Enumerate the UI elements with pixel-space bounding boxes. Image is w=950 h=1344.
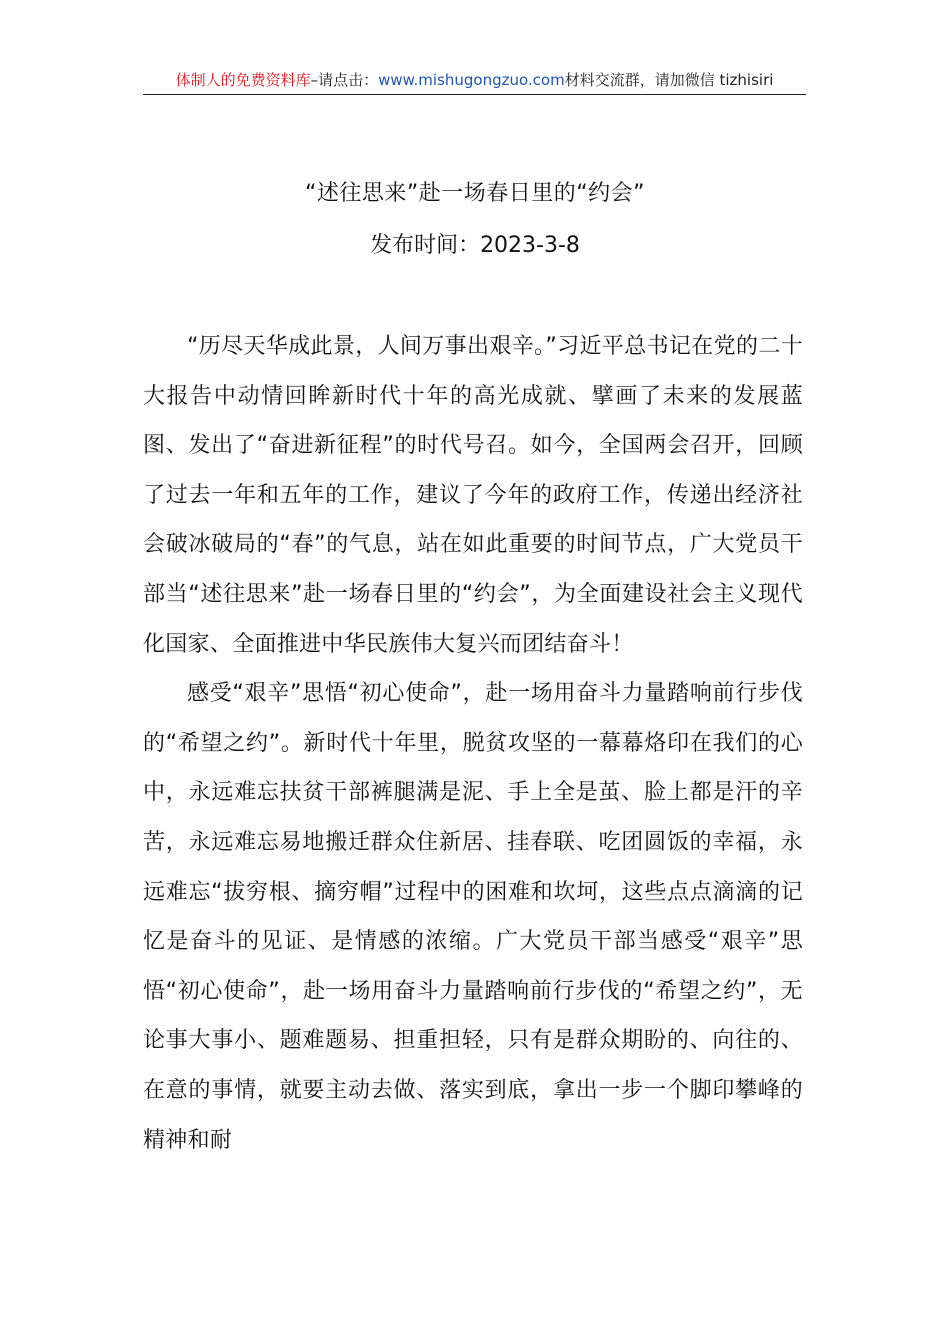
publish-date: 发布时间：2023-3-8: [370, 233, 580, 258]
header-brand: 体制人的免费资料库: [175, 71, 311, 89]
paragraph-1: “历尽天华成此景，人间万事出艰辛。”习近平总书记在党的二十大报告中动情回眸新时代十年的高光成就、擘画了未来的发展蓝图、发出了“奋进新征程”的时代号召。如今，全国两会召开，回顾了过去一年和五年的工作，建议了今年的政府工作，传递出经济社会破冰破局的“春”的气息，站在如此重要的时间节点，广大党员干部当“述往思来”赴一场春日里的“约会”，为全面建设社会主义现代化国家、全面推进中华民族伟大复兴而团结奋斗！: [143, 334, 803, 657]
document-title: “述往思来”赴一场春日里的“约会”: [304, 181, 646, 206]
document-body: [143, 322, 803, 1165]
header-banner: [143, 66, 806, 95]
header-website-link[interactable]: www.mishugongzuo.com: [378, 71, 565, 89]
paragraph-2: 感受“艰辛”思悟“初心使命”，赴一场用奋斗力量踏响前行步伐的“希望之约”。新时代十年里，脱贫攻坚的一幕幕烙印在我们的心中，永远难忘扶贫干部裤腿满是泥、手上全是茧、脸上都是汗的辛苦，永远难忘易地搬迁群众住新居、挂春联、吃团圆饭的幸福，永远难忘“拔穷根、摘穷帽”过程中的困难和坎坷，这些点点滴滴的记忆是奋斗的见证、是情感的浓缩。广大党员干部当感受“艰辛”思悟“初心使命”，赴一场用奋斗力量踏响前行步伐的“希望之约”，无论事大事小、题难题易、担重担轻，只有是群众期盼的、向往的、在意的事情，就要主动去做、落实到底，拿出一步一个脚印攀峰的精神和耐: [143, 681, 803, 1153]
header-prompt: –请点击：: [310, 71, 379, 89]
header-group-info: 材料交流群，请加微信 tizhisiri: [564, 71, 774, 89]
